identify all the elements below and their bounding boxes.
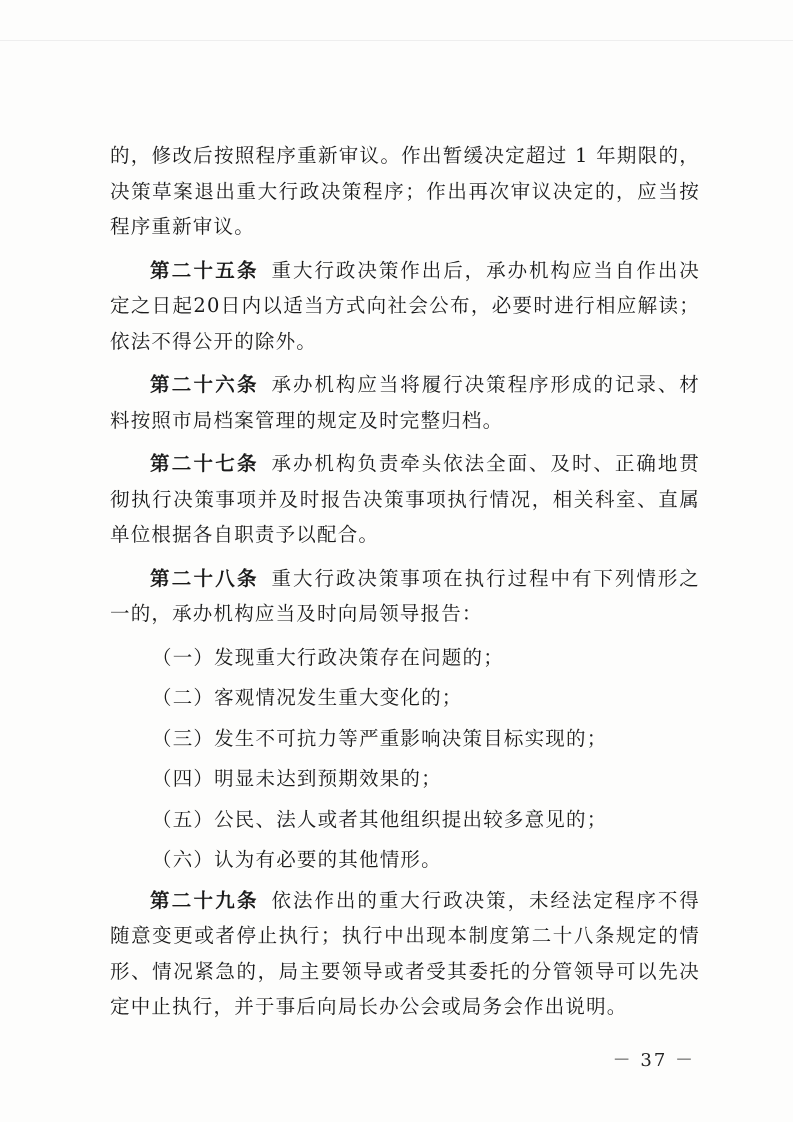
- article-number: 第二十八条: [150, 566, 259, 590]
- page-edge-rule: [0, 40, 793, 41]
- article-number: 第二十六条: [150, 373, 259, 396]
- article-number: 第二十五条: [150, 258, 259, 282]
- article-text: 重大行政决策作出后，承办机构应当自作出决定之日起20日内以适当方式向社会公布，必要时进行相应解读；依法不得公开的除外。: [110, 258, 700, 353]
- article-26: [110, 367, 700, 438]
- article-25: [110, 253, 700, 360]
- list-item: （一）发现重大行政决策存在问题的；: [152, 645, 504, 669]
- article-28: [110, 561, 700, 632]
- article-text: 重大行政决策事项在执行过程中有下列情形之一的，承办机构应当及时向局领导报告：: [110, 566, 700, 625]
- list-item: （二）客观情况发生重大变化的；: [152, 686, 463, 709]
- document-body: [110, 138, 700, 1033]
- article-number: 第二十七条: [150, 452, 259, 475]
- situation-list: [110, 640, 700, 878]
- article-number: 第二十九条: [150, 888, 259, 912]
- list-item: （六）认为有必要的其他情形。: [152, 848, 442, 871]
- page-number: － 37 －: [612, 1050, 695, 1071]
- list-item: （三）发生不可抗力等严重影响决策目标实现的；: [152, 726, 608, 750]
- article-text: 承办机构负责牵头依法全面、及时、正确地贯彻执行决策事项并及时报告决策事项执行情况，相关科室、直属单位根据各自职责予以配合。: [110, 452, 700, 546]
- article-29: [110, 883, 700, 1025]
- article-text: 承办机构应当将履行决策程序形成的记录、材料按照市局档案管理的规定及时完整归档。: [110, 373, 700, 432]
- list-item: （四）明显未达到预期效果的；: [152, 767, 442, 790]
- carryover-paragraph: 的，修改后按照程序重新审议。作出暂缓决定超过 1 年期限的，决策草案退出重大行政决策程序；作出再次审议决定的，应当按程序重新审议。: [110, 144, 700, 238]
- article-text: 依法作出的重大行政决策，未经法定程序不得随意变更或者停止执行；执行中出现本制度第二十八条规定的情形、情况紧急的，局主要领导或者受其委托的分管领导可以先决定中止执行，并于事后向局长办公会或局务会作出说明。: [110, 888, 700, 1018]
- article-27: [110, 446, 700, 553]
- list-item: （五）公民、法人或者其他组织提出较多意见的；: [152, 807, 608, 831]
